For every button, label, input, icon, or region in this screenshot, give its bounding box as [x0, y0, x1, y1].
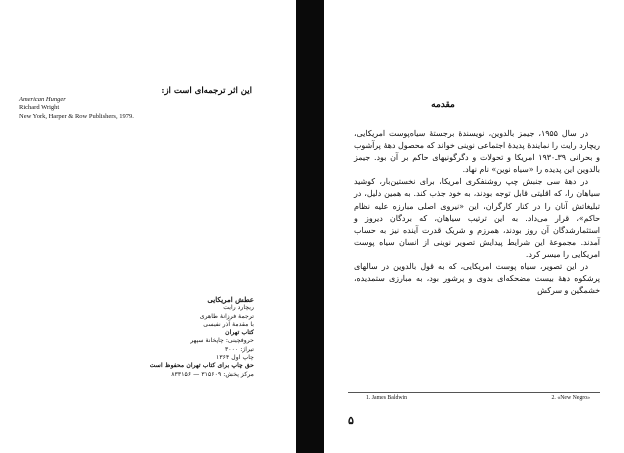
- body-text: [354, 128, 600, 297]
- translation-source-heading: این اثر ترجمه‌ای است از:: [161, 86, 252, 96]
- original-publisher: New York, Harper & Row Publishers, 1979.: [19, 112, 134, 120]
- colophon-intro: با مقدمهٔ آذر نفیسی: [203, 320, 254, 328]
- colophon-translator: ترجمهٔ فرزانهٔ طاهری: [199, 312, 254, 320]
- colophon-title: عطش امریکایی: [207, 295, 254, 304]
- footnote: 1. James Baldwin: [366, 395, 408, 401]
- colophon-distribution: مرکز پخش: ۳۱۵۶۰۹ — ۸۳۳۱۵۶: [171, 370, 254, 378]
- original-title: American Hunger: [19, 96, 66, 103]
- paragraph: در سال ۱۹۵۵، جیمز بالدوین، نویسندهٔ برجستهٔ سیاه‌پوست امریکایی، ریچارد رایت را نمایندهٔ پدیدهٔ اجتماعی نوینی خواند که محصول دههٔ پرآشوب و بحرانی ۳۹ـ۱۹۳۰ امریکا و تحولات و دگرگونیهای حاکم بر آن بود. جیمز بالدوین این پدیده را «سیاه نوین» نام نهاد.: [354, 129, 600, 175]
- paragraph: در دههٔ سی جنبش چپ روشنفکری امریکا، برای نخستین‌بار، کوشید سیاهان را، که اقلیتی قابل توجه بودند، به خود جذب کند. به همین دلیل، در تبلیغاتش آنان را در کنار کارگران، این «نیروی اصلی مبارزه علیه نظام حاکم»، قرار می‌داد. به این ترتیب سیاهان، که بردگان دیروز و استثمارشدگان آن روز بودند، همرزم و شریک قدرت آینده نیز به حساب آمدند. مجموعهٔ این شرایط پیدایش تصویر نوینی از انسان سیاه پوست امریکایی را میسر کرد.: [354, 177, 600, 259]
- colophon-rights: حق چاپ برای کتاب تهران محفوظ است: [149, 362, 254, 370]
- original-book-info: [19, 96, 219, 121]
- footnote: 2. «New Negro»: [551, 395, 590, 401]
- paragraph: در این تصویر، سیاه پوست امریکایی، که به قول بالدوین در سالهای پرشکوه دههٔ بیست مضحکه‌ای بدوی و پرشور بود، به مبارزی ستمدیده، خشمگین و سرکش: [354, 262, 600, 296]
- colophon-print: حروفچینی: چاپخانهٔ سپهر: [190, 337, 254, 345]
- page-number: ۵: [348, 414, 354, 427]
- colophon-author: ریچارد رایت: [223, 304, 254, 312]
- colophon: [120, 296, 254, 379]
- colophon-publisher: کتاب تهران: [225, 329, 254, 337]
- colophon-copies: تیراژ: ۳۰۰۰: [224, 345, 254, 353]
- original-author: Richard Wright: [19, 104, 60, 112]
- colophon-edition: چاپ اول ۱۳۶۴: [216, 354, 254, 362]
- book-gutter: [296, 0, 324, 453]
- footnotes: [354, 395, 600, 401]
- chapter-title: مقدمه: [431, 100, 455, 110]
- left-page: [0, 0, 296, 453]
- right-page: [324, 0, 624, 453]
- footnote-divider: [348, 392, 600, 393]
